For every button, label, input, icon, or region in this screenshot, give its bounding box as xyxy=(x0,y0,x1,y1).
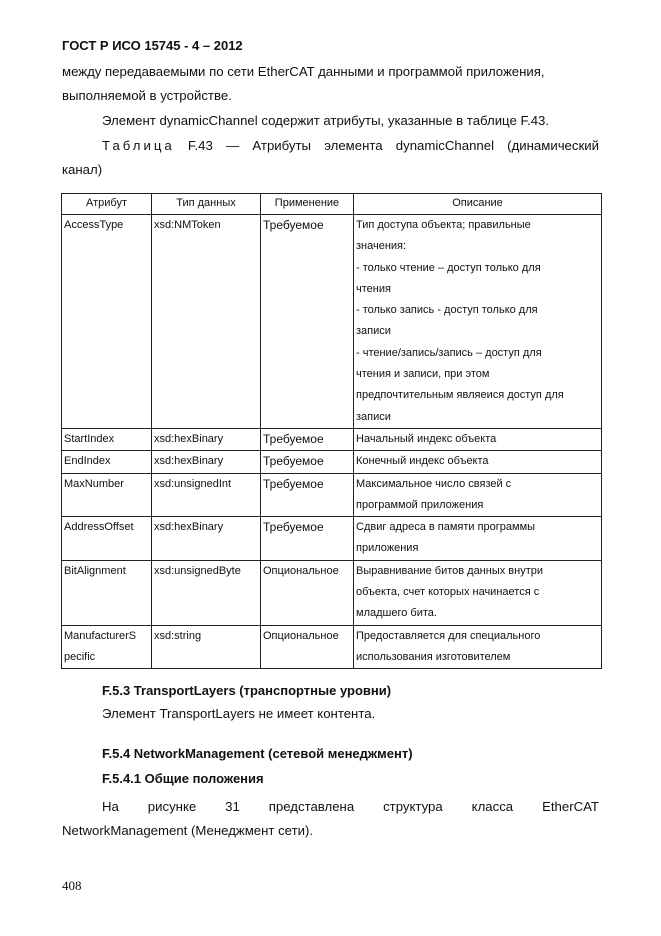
table-caption-label: Таблица xyxy=(102,138,175,153)
description-line: приложения xyxy=(356,542,419,555)
column-header: Применение xyxy=(261,194,354,215)
attributes-table xyxy=(61,193,602,669)
description-line: записи xyxy=(356,325,391,338)
description-line: младшего бита. xyxy=(356,607,437,620)
description-line: чтения и записи, при этом xyxy=(356,368,490,381)
attribute-name-line: pecific xyxy=(64,650,96,663)
attribute-name: BitAlignment xyxy=(62,560,152,625)
attribute-name: EndIndex xyxy=(62,451,152,473)
data-type: xsd:hexBinary xyxy=(152,428,261,450)
data-type: xsd:hexBinary xyxy=(152,517,261,561)
description-line: объекта, счет которых начинается с xyxy=(356,586,540,599)
column-header: Описание xyxy=(354,194,602,215)
attribute-name: StartIndex xyxy=(62,428,152,450)
section-text-line-1: На рисунке 31 представлена структура класса EtherCAT xyxy=(102,799,599,814)
description: Начальный индекс объекта xyxy=(354,428,602,450)
description-line: Сдвиг адреса в памяти программы xyxy=(356,521,536,534)
description xyxy=(354,625,602,669)
description-line: записи xyxy=(356,410,391,423)
table-row xyxy=(62,560,602,625)
data-type: xsd:NMToken xyxy=(152,215,261,429)
description-line: чтения xyxy=(356,282,391,295)
intro-line-1: между передаваемыми по сети EtherCAT данными и программой приложения, xyxy=(62,64,545,79)
data-type: xsd:unsignedByte xyxy=(152,560,261,625)
section-heading-transport-layers: F.5.3 TransportLayers (транспортные уровни) xyxy=(102,683,392,698)
description-line: Предоставляется для специального xyxy=(356,629,541,642)
description-line: - только запись - доступ только для xyxy=(356,304,538,317)
section-text-line-2: NetworkManagement (Менеджмент сети). xyxy=(62,823,314,838)
description-line: Выравнивание битов данных внутри xyxy=(356,564,544,577)
description: Конечный индекс объекта xyxy=(354,451,602,473)
table-caption-line-2: канал) xyxy=(62,162,103,177)
description-line: значения: xyxy=(356,240,407,253)
table-caption xyxy=(62,134,599,158)
intro-line-3: Элемент dynamicChannel содержит атрибуты, указанные в таблице F.43. xyxy=(102,113,550,128)
column-header: Тип данных xyxy=(152,194,261,215)
usage: Требуемое xyxy=(261,473,354,517)
description-line: Тип доступа объекта; правильные xyxy=(356,219,531,231)
table-header-row xyxy=(62,194,602,215)
intro-line-2: выполняемой в устройстве. xyxy=(62,88,232,103)
table-row xyxy=(62,625,602,669)
attribute-name: AccessType xyxy=(62,215,152,429)
description-line: использования изготовителем xyxy=(356,650,511,663)
description-line: предпочтительным являеися доступ для xyxy=(356,389,564,402)
table-row xyxy=(62,517,602,561)
usage: Требуемое xyxy=(261,215,354,429)
description xyxy=(354,473,602,517)
attribute-name: AddressOffset xyxy=(62,517,152,561)
data-type: xsd:unsignedInt xyxy=(152,473,261,517)
usage: Требуемое xyxy=(261,517,354,561)
usage: Опциональное xyxy=(261,560,354,625)
page-number: 408 xyxy=(62,878,82,893)
description-line: - только чтение – доступ только для xyxy=(356,261,541,274)
attribute-name-line: ManufacturerS xyxy=(64,629,137,642)
column-header: Атрибут xyxy=(62,194,152,215)
description-line: программой приложения xyxy=(356,498,484,511)
table-row xyxy=(62,215,602,429)
description-line: Максимальное число связей с xyxy=(356,477,512,490)
usage: Опциональное xyxy=(261,625,354,669)
data-type: xsd:string xyxy=(152,625,261,669)
description xyxy=(354,517,602,561)
attribute-name: MaxNumber xyxy=(62,473,152,517)
description xyxy=(354,560,602,625)
table-row xyxy=(62,451,602,473)
attribute-name xyxy=(62,625,152,669)
table-caption-title: F.43 — Атрибуты элемента dynamicChannel (динамический xyxy=(187,138,599,153)
table-row xyxy=(62,473,602,517)
usage: Требуемое xyxy=(261,428,354,450)
section-heading-general: F.5.4.1 Общие положения xyxy=(102,771,264,786)
section-heading-network-management: F.5.4 NetworkManagement (сетевой менеджмент) xyxy=(102,746,413,761)
data-type: xsd:hexBinary xyxy=(152,451,261,473)
description xyxy=(354,215,602,429)
document-header: ГОСТ Р ИСО 15745 - 4 – 2012 xyxy=(62,38,243,53)
usage: Требуемое xyxy=(261,451,354,473)
description-line: - чтение/запись/запись – доступ для xyxy=(356,346,542,359)
section-text-transport-layers: Элемент TransportLayers не имеет контента. xyxy=(102,706,376,721)
table-row xyxy=(62,428,602,450)
